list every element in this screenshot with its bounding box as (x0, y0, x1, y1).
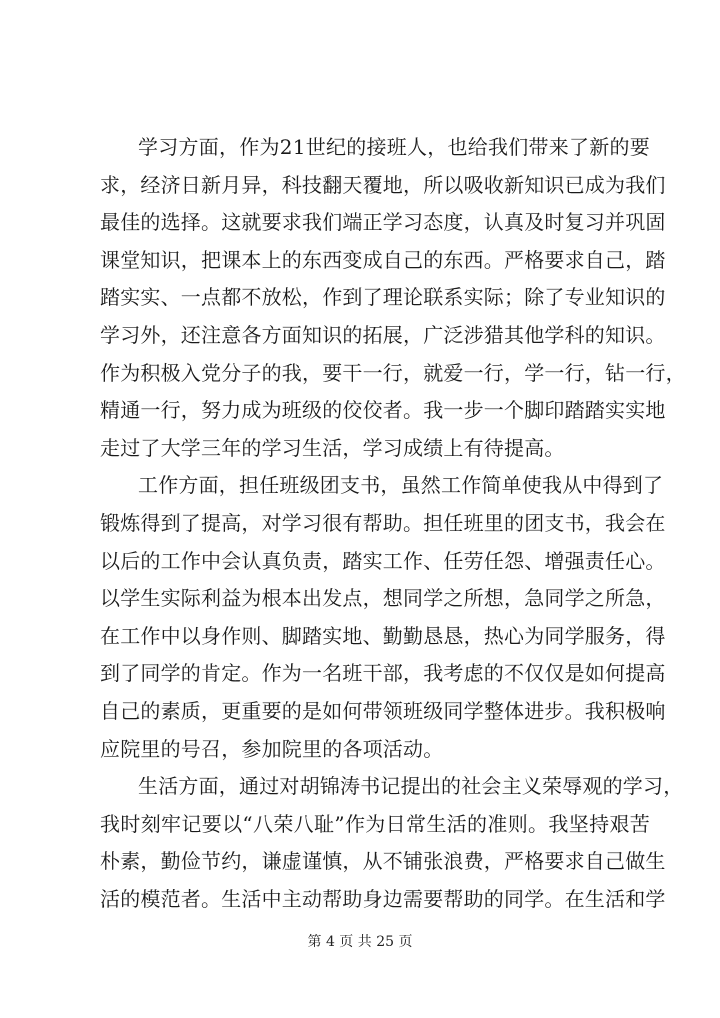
text-line: 我时刻牢记要以“八荣八耻”作为日常生活的准则。我坚持艰苦 (100, 811, 650, 836)
text-line: 走过了大学三年的学习生活，学习成绩上有待提高。 (100, 435, 565, 460)
text-line: 学习方面，作为21世纪的接班人，也给我们带来了新的要 (138, 135, 650, 159)
text-line: 精通一行，努力成为班级的佼佼者。我一步一个脚印踏踏实实地 (100, 398, 666, 423)
text-line: 以学生实际利益为根本出发点，想同学之所想，急同学之所急， (100, 586, 666, 611)
paragraph-life (100, 768, 684, 918)
document-body (100, 129, 686, 918)
text-line: 在工作中以身作则、脚踏实地、勤勤恳恳，热心为同学服务，得 (100, 623, 666, 648)
text-line: 生活方面，通过对胡锦涛书记提出的社会主义荣辱观的学习， (138, 774, 684, 799)
text-line: 朴素，勤俭节约，谦虚谨慎，从不铺张浪费，严格要求自己做生 (100, 849, 666, 874)
paragraph-work (100, 467, 666, 768)
text-line: 作为积极入党分子的我，要干一行，就爱一行，学一行，钻一行， (100, 360, 686, 385)
text-line: 应院里的号召，参加院里的各项活动。 (100, 736, 444, 761)
paragraph-study (100, 129, 686, 467)
text-line: 求，经济日新月异，科技翻天覆地，所以吸收新知识已成为我们 (100, 172, 666, 197)
text-line: 最佳的选择。这就要求我们端正学习态度，认真及时复习并巩固 (100, 210, 666, 235)
text-line: 以后的工作中会认真负责，踏实工作、任劳任怨、增强责任心。 (100, 548, 666, 573)
text-line: 工作方面，担任班级团支书，虽然工作简单使我从中得到了 (138, 473, 664, 498)
text-line: 踏实实、一点都不放松，作到了理论联系实际；除了专业知识的 (100, 285, 666, 310)
text-line: 课堂知识，把课本上的东西变成自己的东西。严格要求自己，踏 (100, 247, 666, 272)
page-number-footer: 第 4 页 共 25 页 (307, 934, 413, 950)
text-line: 学习外，还注意各方面知识的拓展，广泛涉猎其他学科的知识。 (100, 322, 666, 347)
text-line: 到了同学的肯定。作为一名班干部，我考虑的不仅仅是如何提高 (100, 661, 666, 686)
text-line: 自己的素质，更重要的是如何带领班级同学整体进步。我积极响 (100, 698, 666, 723)
text-line: 锻炼得到了提高，对学习很有帮助。担任班里的团支书，我会在 (100, 510, 666, 535)
text-line: 活的模范者。生活中主动帮助身边需要帮助的同学。在生活和学 (100, 886, 666, 911)
